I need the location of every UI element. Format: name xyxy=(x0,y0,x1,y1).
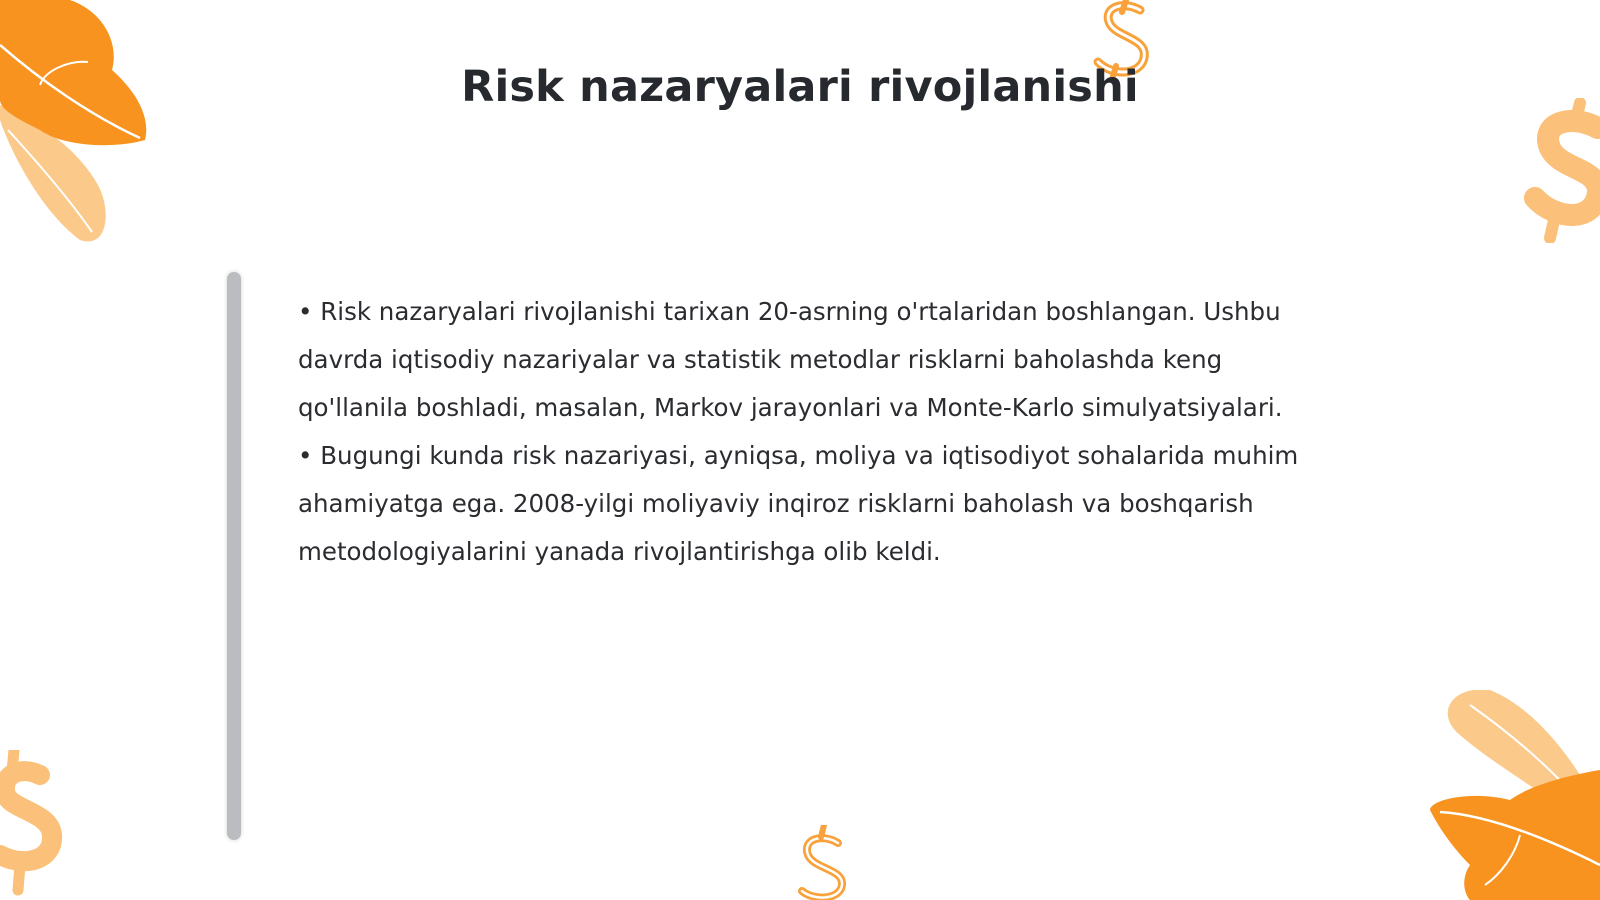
leaf-cluster-bottom-right-icon xyxy=(1430,690,1600,900)
bullet-paragraph-2: • Bugungi kunda risk nazariyasi, ayniqsa, moliya va iqtisodiyot sohalarida muhim ahamiyatga ega. 2008-yilgi moliyaviy inqiroz risklarni baholash va boshqarish metodologiyalarini yanada rivojlantirishga olib keldi. xyxy=(298,441,1299,566)
bullet-paragraph-1: • Risk nazaryalari rivojlanishi tarixan 20-asrning o'rtalaridan boshlangan. Ushbu davrda iqtisodiy nazariyalar va statistik metodlar risklarni baholashda keng qo'llanila boshladi, masalan, Markov jarayonlari va Monte-Karlo simulyatsiyalari. xyxy=(298,297,1283,422)
dollar-sign-bottom-center-icon xyxy=(790,825,860,900)
slide-title: Risk nazaryalari rivojlanishi xyxy=(461,62,1139,112)
dollar-sign-bottom-left-icon xyxy=(0,750,70,900)
leaf-cluster-top-left-icon xyxy=(0,0,160,250)
vertical-accent-bar xyxy=(227,272,241,840)
slide-body xyxy=(298,288,1318,576)
dollar-sign-right-icon xyxy=(1520,98,1600,243)
